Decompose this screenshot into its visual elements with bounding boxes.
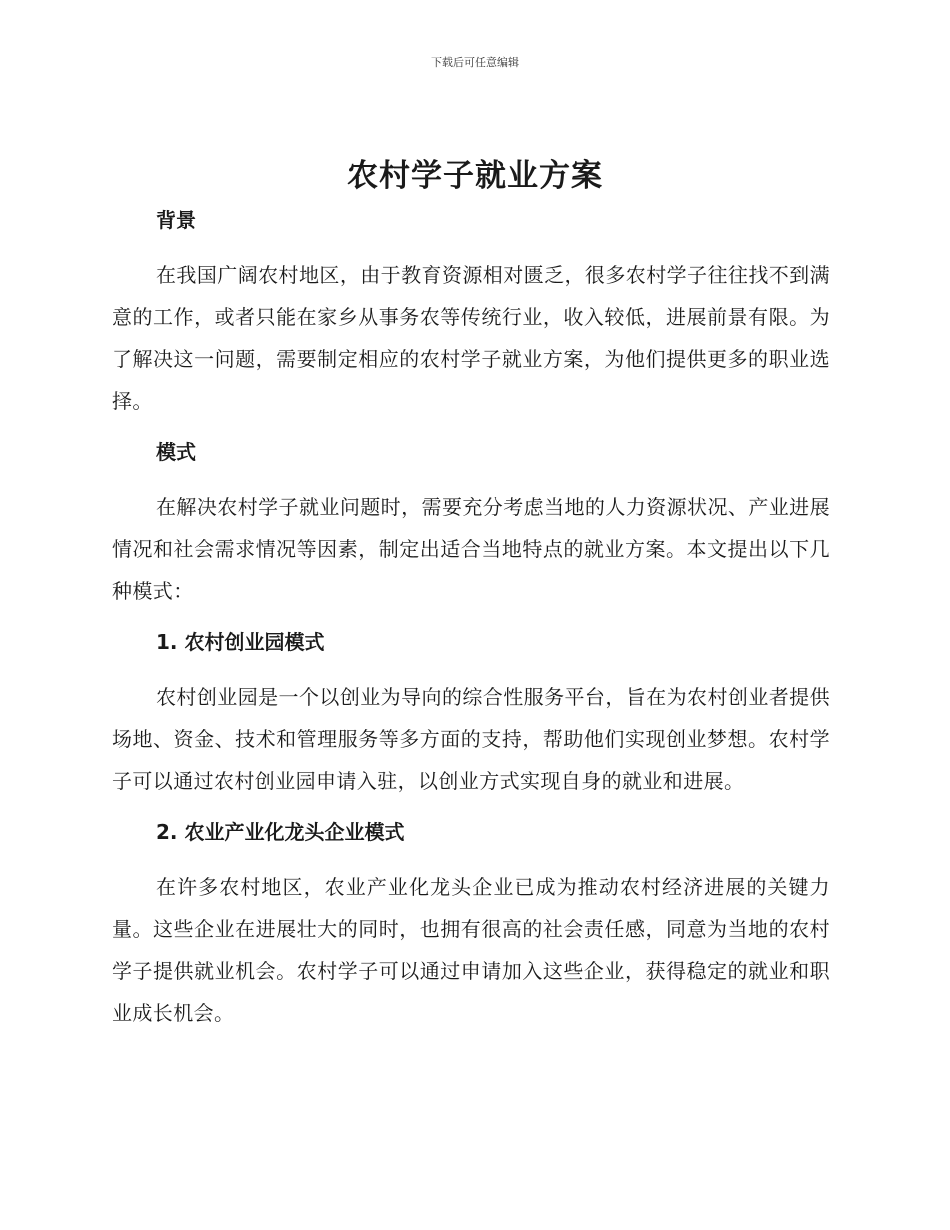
page-header-note: 下载后可任意编辑 — [431, 56, 519, 69]
section-heading: 2. 农业产业化龙头企业模式 — [156, 820, 405, 844]
section-paragraph: 在我国广阔农村地区，由于教育资源相对匮乏，很多农村学子往往找不到满意的工作，或者只能在家乡从事务农等传统行业，收入较低，进展前景有限。为了解决这一问题，需要制定相应的农村学子就业方案，为他们提供更多的职业选择。 — [112, 263, 830, 413]
section-paragraph: 在许多农村地区，农业产业化龙头企业已成为推动农村经济进展的关键力量。这些企业在进展壮大的同时，也拥有很高的社会责任感，同意为当地的农村学子提供就业机会。农村学子可以通过申请加入这些企业，获得稳定的就业和职业成长机会。 — [112, 875, 830, 1025]
section-background — [112, 202, 830, 434]
section-modes — [112, 434, 830, 624]
section-heading: 1. 农村创业园模式 — [156, 630, 325, 654]
section-paragraph: 农村创业园是一个以创业为导向的综合性服务平台，旨在为农村创业者提供场地、资金、技术和管理服务等多方面的支持，帮助他们实现创业梦想。农村学子可以通过农村创业园申请入驻，以创业方式实现自身的就业和进展。 — [112, 685, 830, 793]
section-paragraph: 在解决农村学子就业问题时，需要充分考虑当地的人力资源状况、产业进展情况和社会需求情况等因素，制定出适合当地特点的就业方案。本文提出以下几种模式： — [112, 495, 830, 603]
section-leading-enterprise — [112, 814, 830, 1034]
document-body — [112, 202, 830, 1034]
section-heading: 背景 — [156, 208, 196, 232]
section-heading: 模式 — [156, 440, 196, 464]
section-entrepreneurship-park — [112, 624, 830, 814]
document-title: 农村学子就业方案 — [347, 158, 603, 194]
